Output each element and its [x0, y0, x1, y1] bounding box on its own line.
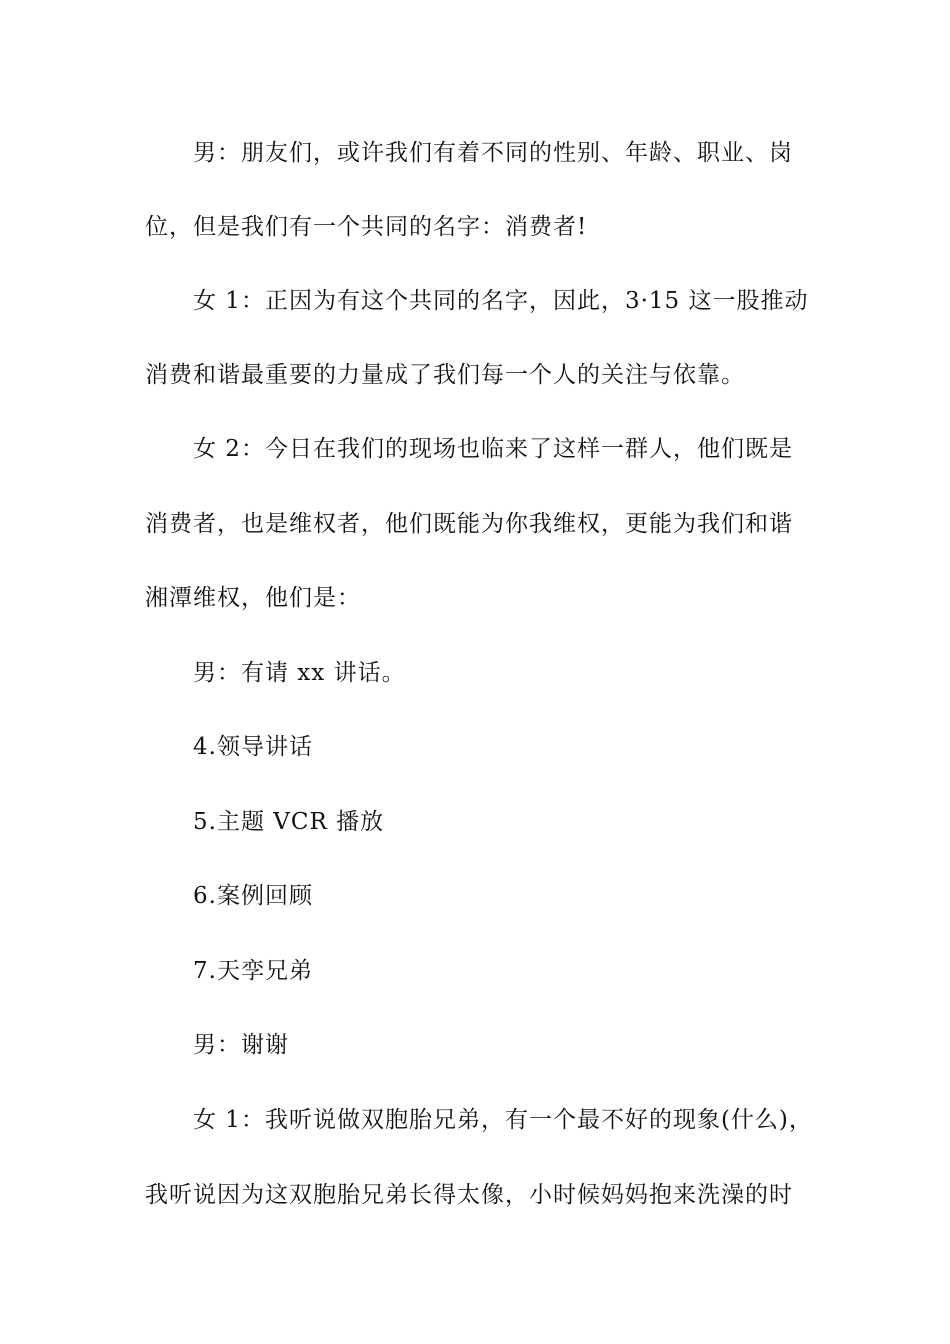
list-item: 6.案例回顾: [193, 883, 313, 909]
paragraph-line: 女 2：今日在我们的现场也临来了这样一群人，他们既是: [193, 436, 793, 462]
paragraph-line: 男：朋友们，或许我们有着不同的性别、年龄、职业、岗: [193, 140, 793, 166]
paragraph-line: 消费和谐最重要的力量成了我们每一个人的关注与依靠。: [145, 362, 745, 388]
paragraph-line: 女 1：正因为有这个共同的名字，因此，3·15 这一股推动: [193, 288, 809, 314]
paragraph-line: 男：谢谢: [193, 1032, 289, 1058]
list-item: 5.主题 VCR 播放: [193, 809, 385, 835]
paragraph-line: 我听说因为这双胞胎兄弟长得太像，小时候妈妈抱来洗澡的时: [145, 1182, 793, 1208]
list-item: 7.天孪兄弟: [193, 958, 313, 984]
paragraph-line: 消费者，也是维权者，他们既能为你我维权，更能为我们和谐: [145, 511, 793, 537]
paragraph-line: 女 1：我听说做双胞胎兄弟，有一个最不好的现象(什么)，: [193, 1107, 813, 1133]
paragraph-line: 位，但是我们有一个共同的名字：消费者!: [145, 214, 588, 240]
paragraph-line: 男：有请 xx 讲话。: [193, 660, 406, 686]
paragraph-line: 湘潭维权，他们是：: [145, 585, 361, 611]
list-item: 4.领导讲话: [193, 734, 313, 760]
